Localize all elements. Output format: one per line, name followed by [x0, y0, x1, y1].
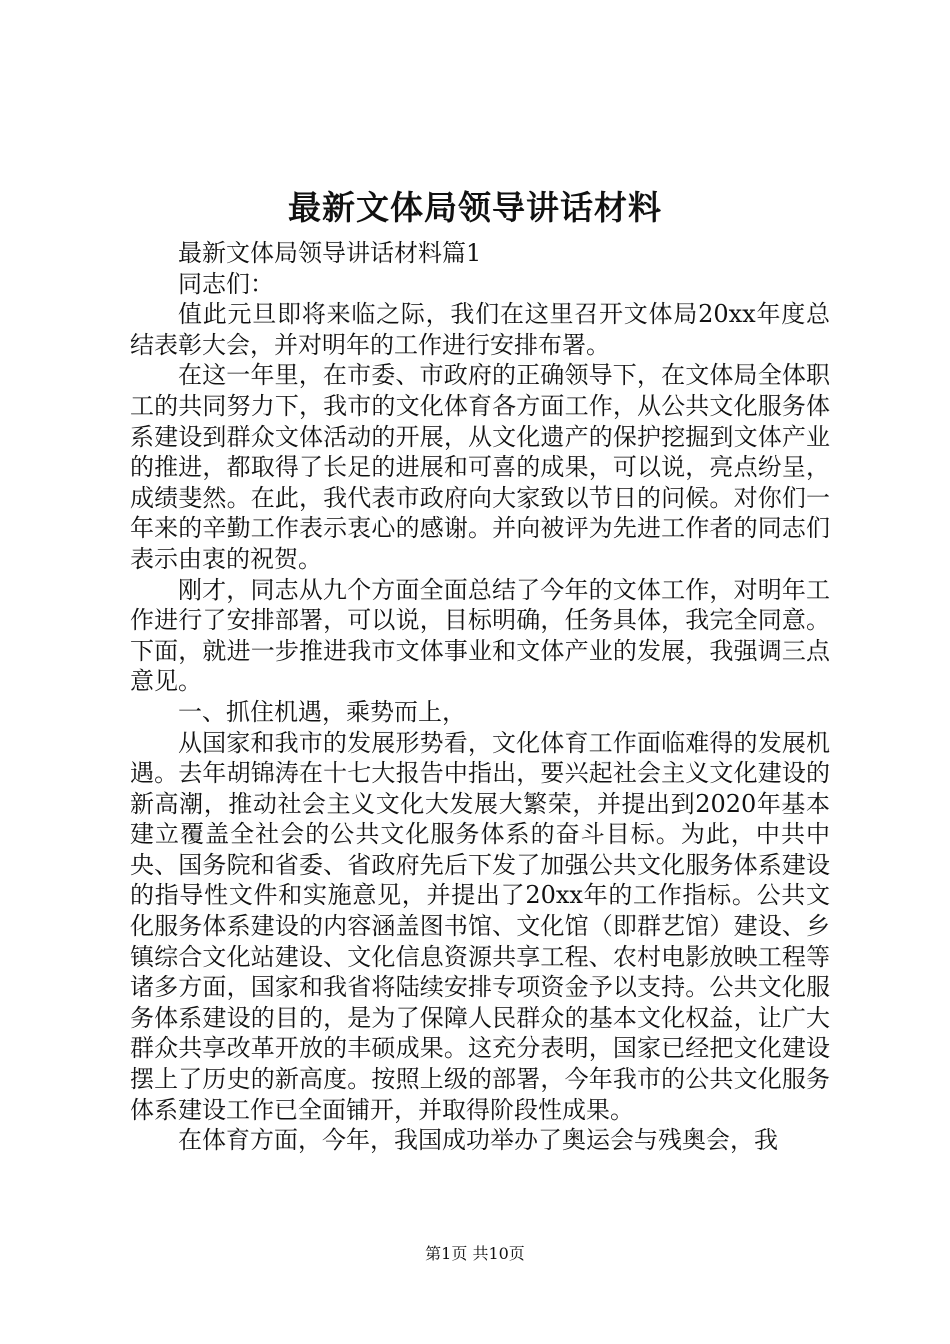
paragraph: 刚才，同志从九个方面全面总结了今年的文体工作，对明年工作进行了安排部署，可以说，目标明确，任务具体，我完全同意。下面，就进一步推进我市文体事业和文体产业的发展，我强调三点意见。: [130, 575, 830, 696]
paragraph: 从国家和我市的发展形势看，文化体育工作面临难得的发展机遇。去年胡锦涛在十七大报告中指出，要兴起社会主义文化建设的新高潮，推动社会主义文化大发展大繁荣，并提出到2020年基本建立覆盖全社会的公共文化服务体系的奋斗目标。为此，中共中央、国务院和省委、省政府先后下发了加强公共文化服务体系建设的指导性文件和实施意见，并提出了20xx年的工作指标。公共文化服务体系建设的内容涵盖图书馆、文化馆（即群艺馆）建设、乡镇综合文化站建设、文化信息资源共享工程、农村电影放映工程等诸多方面，国家和我省将陆续安排专项资金予以支持。公共文化服务体系建设的目的，是为了保障人民群众的基本文化权益，让广大群众共享改革开放的丰硕成果。这充分表明，国家已经把文化建设摆上了历史的新高度。按照上级的部署，今年我市的公共文化服务体系建设工作已全面铺开，并取得阶段性成果。: [130, 728, 830, 1124]
paragraph: 在这一年里，在市委、市政府的正确领导下，在文体局全体职工的共同努力下，我市的文化体育各方面工作，从公共文化服务体系建设到群众文体活动的开展，从文化遗产的保护挖掘到文体产业的推进，都取得了长足的进展和可喜的成果，可以说，亮点纷呈，成绩斐然。在此，我代表市政府向大家致以节日的问候。对你们一年来的辛勤工作表示衷心的感谢。并向被评为先进工作者的同志们表示由衷的祝贺。: [130, 361, 830, 573]
paragraph: 在体育方面，今年，我国成功举办了奥运会与残奥会，我: [178, 1126, 778, 1155]
paragraph: 值此元旦即将来临之际，我们在这里召开文体局20xx年度总结表彰大会，并对明年的工作进行安排布署。: [130, 300, 830, 359]
paragraph-salutation: 同志们：: [178, 269, 274, 298]
section-heading: 一、抓住机遇，乘势而上，: [178, 697, 466, 726]
page-footer: 第1页 共10页: [425, 1244, 525, 1263]
paragraph-heading: 最新文体局领导讲话材料篇1: [178, 239, 482, 267]
document-title: 最新文体局领导讲话材料: [288, 188, 662, 227]
document-body: [130, 238, 830, 1156]
